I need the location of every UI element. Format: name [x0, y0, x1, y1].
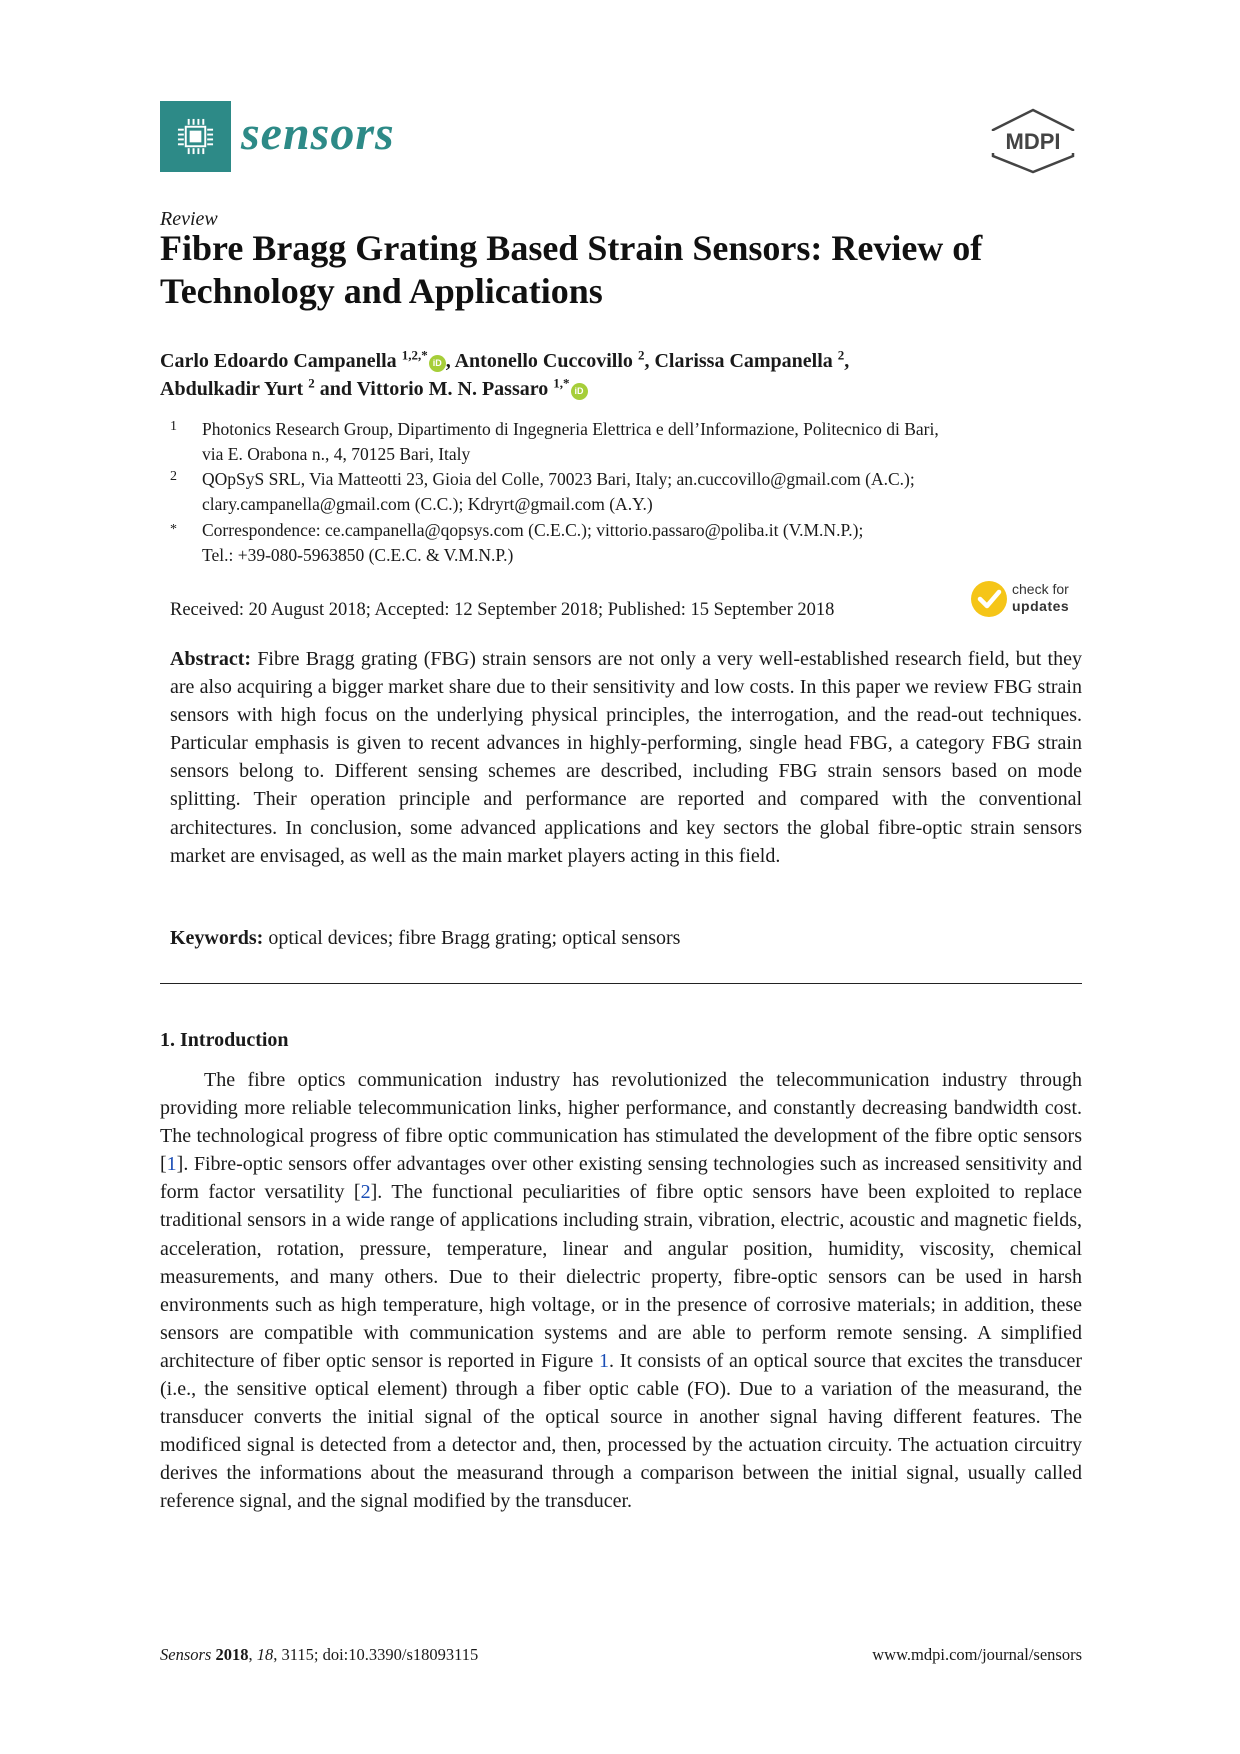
publisher-name: MDPI [1005, 129, 1061, 154]
article-type: Review [160, 208, 218, 230]
footer-citation: Sensors 2018, 18, 3115; doi:10.3390/s18093115 [160, 1645, 479, 1664]
journal-name: sensors [241, 107, 395, 160]
check-for-updates-label[interactable]: updates [1012, 598, 1070, 614]
correspondence-line: Tel.: +39-080-5963850 (C.E.C. & V.M.N.P.) [202, 545, 514, 565]
orcid-icon[interactable]: iD [571, 383, 588, 400]
abstract-label: Abstract: [170, 648, 252, 670]
author-name[interactable]: Carlo Edoardo Campanella [160, 350, 397, 372]
citation-link[interactable]: 1 [166, 1153, 177, 1176]
author-name[interactable]: Clarissa Campanella [654, 350, 833, 372]
chip-icon [176, 117, 215, 156]
intro-text: . It consists of an optical source that excites the transducer (i.e., the sensitive optical element) through a fiber optic cable (FO). Due to a variation of the measurand, the transducer converts the initial signal of the optical source in another signal having different features. The modificed signal is detected from a detector and, then, processed by the actuation circuity. The actuation circuitry derives the informations about the measurand through a comparison between the initial signal, usually called reference signal, and the signal modified by the transducer. [160, 1349, 1082, 1513]
section-divider [160, 983, 1082, 984]
author-list-line-2: Abdulkadir Yurt $^2$ and Vittorio M. N. Passaro $^{1,*}$iD [160, 376, 588, 403]
keywords [170, 924, 1082, 952]
footer-year: 2018 [215, 1645, 249, 1664]
affiliation-mark: 1 [170, 419, 177, 434]
abstract-text: Fibre Bragg grating (FBG) strain sensors are not only a very well-established research field, but they are also acquiring a bigger market share due to their sensitivity and low costs. In this paper we review FBG strain sensors with high focus on the underlying physical principles, the interrogation, and the read-out techniques. Particular emphasis is given to recent advances in highly-performing, single head FBG, a category FBG strain sensors belong to. Different sensing schemes are described, including FBG strain sensors based on mode splitting. Their operation principle and performance are reported and compared with the conventional architectures. In conclusion, some advanced applications and key sectors the global fibre-optic strain sensors market are envisaged, as well as the main market players acting in this field. [170, 648, 1082, 867]
abstract [170, 645, 1082, 870]
correspondence-line: Correspondence: ce.campanella@qopsys.com (C.E.C.); vittorio.passaro@poliba.it (V.M.N.P.); [202, 520, 864, 540]
keywords-label: Keywords: [170, 927, 264, 949]
author-affiliation-mark: 2 [308, 375, 315, 391]
intro-paragraph [160, 1066, 1082, 1516]
intro-text: ]. Fibre-optic sensors offer advantages over other existing sensing technologies such as increased sensitivity and form factor versatility [ [160, 1153, 1082, 1204]
author-name[interactable]: Vittorio M. N. Passaro [356, 378, 549, 400]
author-affiliation-mark: 2 [837, 347, 845, 363]
intro-text: The fibre optics communication industry has revolutionized the telecommunication industry through providing more reliable telecommunication links, higher performance, and constantly decreasing bandwidth cost. The technological progress of fibre optic communication has stimulated the development of the fibre optic sensors [ [160, 1069, 1082, 1176]
author-list-line-1: Carlo Edoardo Campanella $^{1,2,*}$iD , Antonello Cuccovillo $^2$, Clarissa Campanella $^2$, [160, 347, 850, 372]
footer-citation-rest: , 3115; doi:10.3390/s18093115 [273, 1645, 479, 1664]
author-name[interactable]: Antonello Cuccovillo [454, 350, 633, 372]
publisher-logo [985, 108, 1081, 174]
footer-journal: Sensors [160, 1645, 212, 1664]
keywords-text: optical devices; fibre Bragg grating; optical sensors [268, 927, 681, 949]
citation-link[interactable]: 2 [360, 1181, 371, 1204]
publication-dates: Received: 20 August 2018; Accepted: 12 September 2018; Published: 15 September 2018 [170, 600, 835, 620]
affiliation-line: clary.campanella@gmail.com (C.C.); Kdryrt@gmail.com (A.Y.) [202, 494, 653, 514]
intro-text: ]. The functional peculiarities of fibre optic sensors have been exploited to replace traditional sensors in a wide range of applications including strain, vibration, electric, acoustic and magnetic fields, acceleration, rotation, pressure, temperature, linear and angular position, humidity, viscosity, chemical measurements, and many others. Due to their dielectric property, fibre-optic sensors can be used in harsh environments such as high temperature, high voltage, or in the presence of corrosive materials; in addition, these sensors are compatible with communication systems and are able to perform remote sensing. A simplified architecture of fiber optic sensor is reported in Figure [160, 1181, 1082, 1372]
correspondence-mark: * [170, 522, 177, 537]
affiliation-line: Photonics Research Group, Dipartimento di Ingegneria Elettrica e dell’Informazione, Politecnico di Bari, [202, 419, 939, 439]
orcid-icon[interactable]: iD [429, 355, 446, 372]
author-affiliation-mark: 1,* [553, 375, 570, 391]
check-for-updates-label[interactable]: check for [1012, 581, 1069, 597]
affiliation-line: QOpSyS SRL, Via Matteotti 23, Gioia del Colle, 70023 Bari, Italy; an.cuccovillo@gmail.com (A.C.); [202, 469, 915, 489]
affiliation-mark: 2 [170, 469, 177, 484]
check-for-updates-icon[interactable] [970, 580, 1008, 618]
section-heading: 1. Introduction [160, 1029, 289, 1051]
author-affiliation-mark: 1,2,* [401, 347, 428, 363]
article-title: Fibre Bragg Grating Based Strain Sensors: Review of Technology and Applications [160, 228, 983, 311]
author-name[interactable]: Abdulkadir Yurt [160, 378, 304, 400]
footer-volume: 18 [256, 1645, 274, 1664]
footer-url[interactable]: www.mdpi.com/journal/sensors [872, 1645, 1082, 1664]
affiliation-line: via E. Orabona n., 4, 70125 Bari, Italy [202, 444, 471, 464]
author-affiliation-mark: 2 [637, 347, 645, 363]
figure-link[interactable]: 1 [598, 1349, 609, 1372]
